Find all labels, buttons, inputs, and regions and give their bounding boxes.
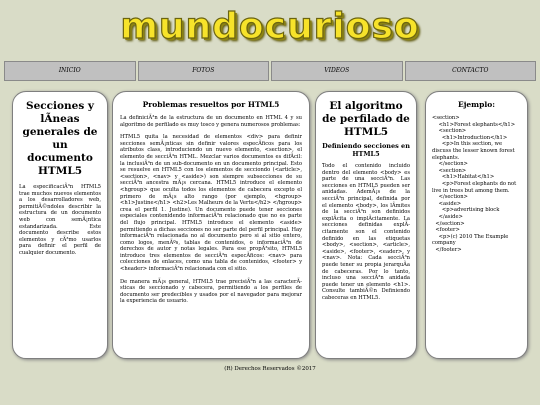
site-logo[interactable]: [0, 6, 540, 56]
nav-item-contacto[interactable]: CONTACTO: [405, 61, 537, 81]
column-title: Secciones y lÃneas generales de un documento HTML5: [22, 100, 98, 177]
nav-item-inicio[interactable]: INICIO: [4, 61, 136, 81]
column-subtitle: Definiendo secciones en HTML5: [322, 142, 410, 158]
column-problems: [112, 91, 310, 359]
column-text: Todo el contenido incluido dentro del elemento <body> es parte de una secciÃ³n. Las secciones en HTML5 pueden ser anidadas. AdemÃ¡s de la secciÃ³n principal, definida por el elemento <body>, los lÃmites de la secciÃ³n son definidos explÃcita o implÃcitamente. La secciones definidas explÃcitamente son el contenido definido en las etiquetas <body>, <section>, <article>, <aside>, <footer>, <eader>, y <nav>. Nota: Cada secciÃ³n puede tener su propia jerarquÃa de cabeceras. Por lo tanto, incluso una secciÃ³n anidada puede tener un elemento <h1>. Consulte tambiÃ©n Definiendo cabeceras en HTML5.: [322, 163, 410, 301]
code-example: <section> <h1>Forest elephants</h1> <section> <h1>Introduction</h1> <p>In this section, we discuss the lesser known forest elephants. </section> <section> <h1>Habitat</h1> <p>Forest elephants do not live in trees but among them. </section> <aside> <p>advertising block </aside> </section> <footer> <p>(c) 2010 The Example company </footer>: [432, 115, 517, 253]
column-paragraph: La definiciÃ³n de la estructura de un documento en HTML 4 y su algoritmo de perfilado es muy tosco y genera numerosos problemas:: [120, 115, 302, 128]
column-title: El algoritmo de perfilado de HTML5: [322, 100, 410, 138]
column-example: [425, 91, 528, 359]
site-logo-text: mundocurioso: [120, 6, 420, 47]
column-text: La especificaciÃ³n HTML5 trae muchos nuevos elementos a los desarrolladores web, permitiÃ©ndoles describir la estructura de un documento web con semÃ¡ntica estandarizada. Este documento describe estos elementos y cÃ³mo usarlos para definir el perfil de cualquier documento.: [19, 184, 101, 256]
column-paragraph: HTML5 quita la necesidad de elementos <div> para definir secciones semÃ¡nticas sin definir valores especÃficos para los atributos class, introduciendo un nuevo elemento, <section>, el elemento de secciÃ³n HTML. Mezclar varios documentos es difÃcil: la inclusiÃ³n de un sub-documento en un documento principal. Esto se resuelve en HTML5 con los elementos de secciondo (<article>, <section>, <nav> y <aside>) son siempre subsecciones de su secciÃ³n ancestra mÃ¡s cercana. HTML5 introduce el elemento <hgroup> que oculta todos los elementos de cabecera excepto el primero de mÃ¡s alto rango (por ejemplo, <hgroup> <h1>Justine</h1> <h2>Les Malheurs de la Vertu</h2> </hgroup> crea el perfil 1. Justine). Un documento puede tener secciones especiales contenidendo informaciÃ³n relacionado que no es parte del flujo principal. HTML5 introduce el elemento <aside> permitiendo a dichas secciones no ser parte del perfil principal. Hay informaciÃ³n relacionada no al documento pero si al sitio entero, como logos, menÃºs, tablas de contenidos, o informaciÃ³n de derechos de autor y notas legales. Para ese propÃ³sito, HTML5 introduce tres elementos de secciÃ³n especÃficos: <nav> para colecciones de enlaces, como una tabla de contenidos, <footer> y <header> informaciÃ³n relacionada con el sitio.: [120, 134, 302, 273]
column-sections-overview: [12, 91, 108, 359]
column-outline-algorithm: [315, 91, 417, 359]
column-title: Problemas resueltos por HTML5: [142, 100, 280, 109]
main-nav: [3, 61, 537, 81]
column-title: Ejemplo:: [457, 100, 495, 109]
nav-item-videos[interactable]: VIDEOS: [271, 61, 403, 81]
nav-item-fotos[interactable]: FOTOS: [138, 61, 270, 81]
page-footer: (R) Derechos Reservados ©2017: [224, 366, 316, 372]
column-paragraph: De manera mÃ¡s general, HTML5 trae precisiÃ³n a las caracterÃsticas de seccionado y cabecera, permitiendo a los perfiles de documento ser predecibles y usados por el navegador para mejorar la experiencia de usuario.: [120, 278, 302, 305]
